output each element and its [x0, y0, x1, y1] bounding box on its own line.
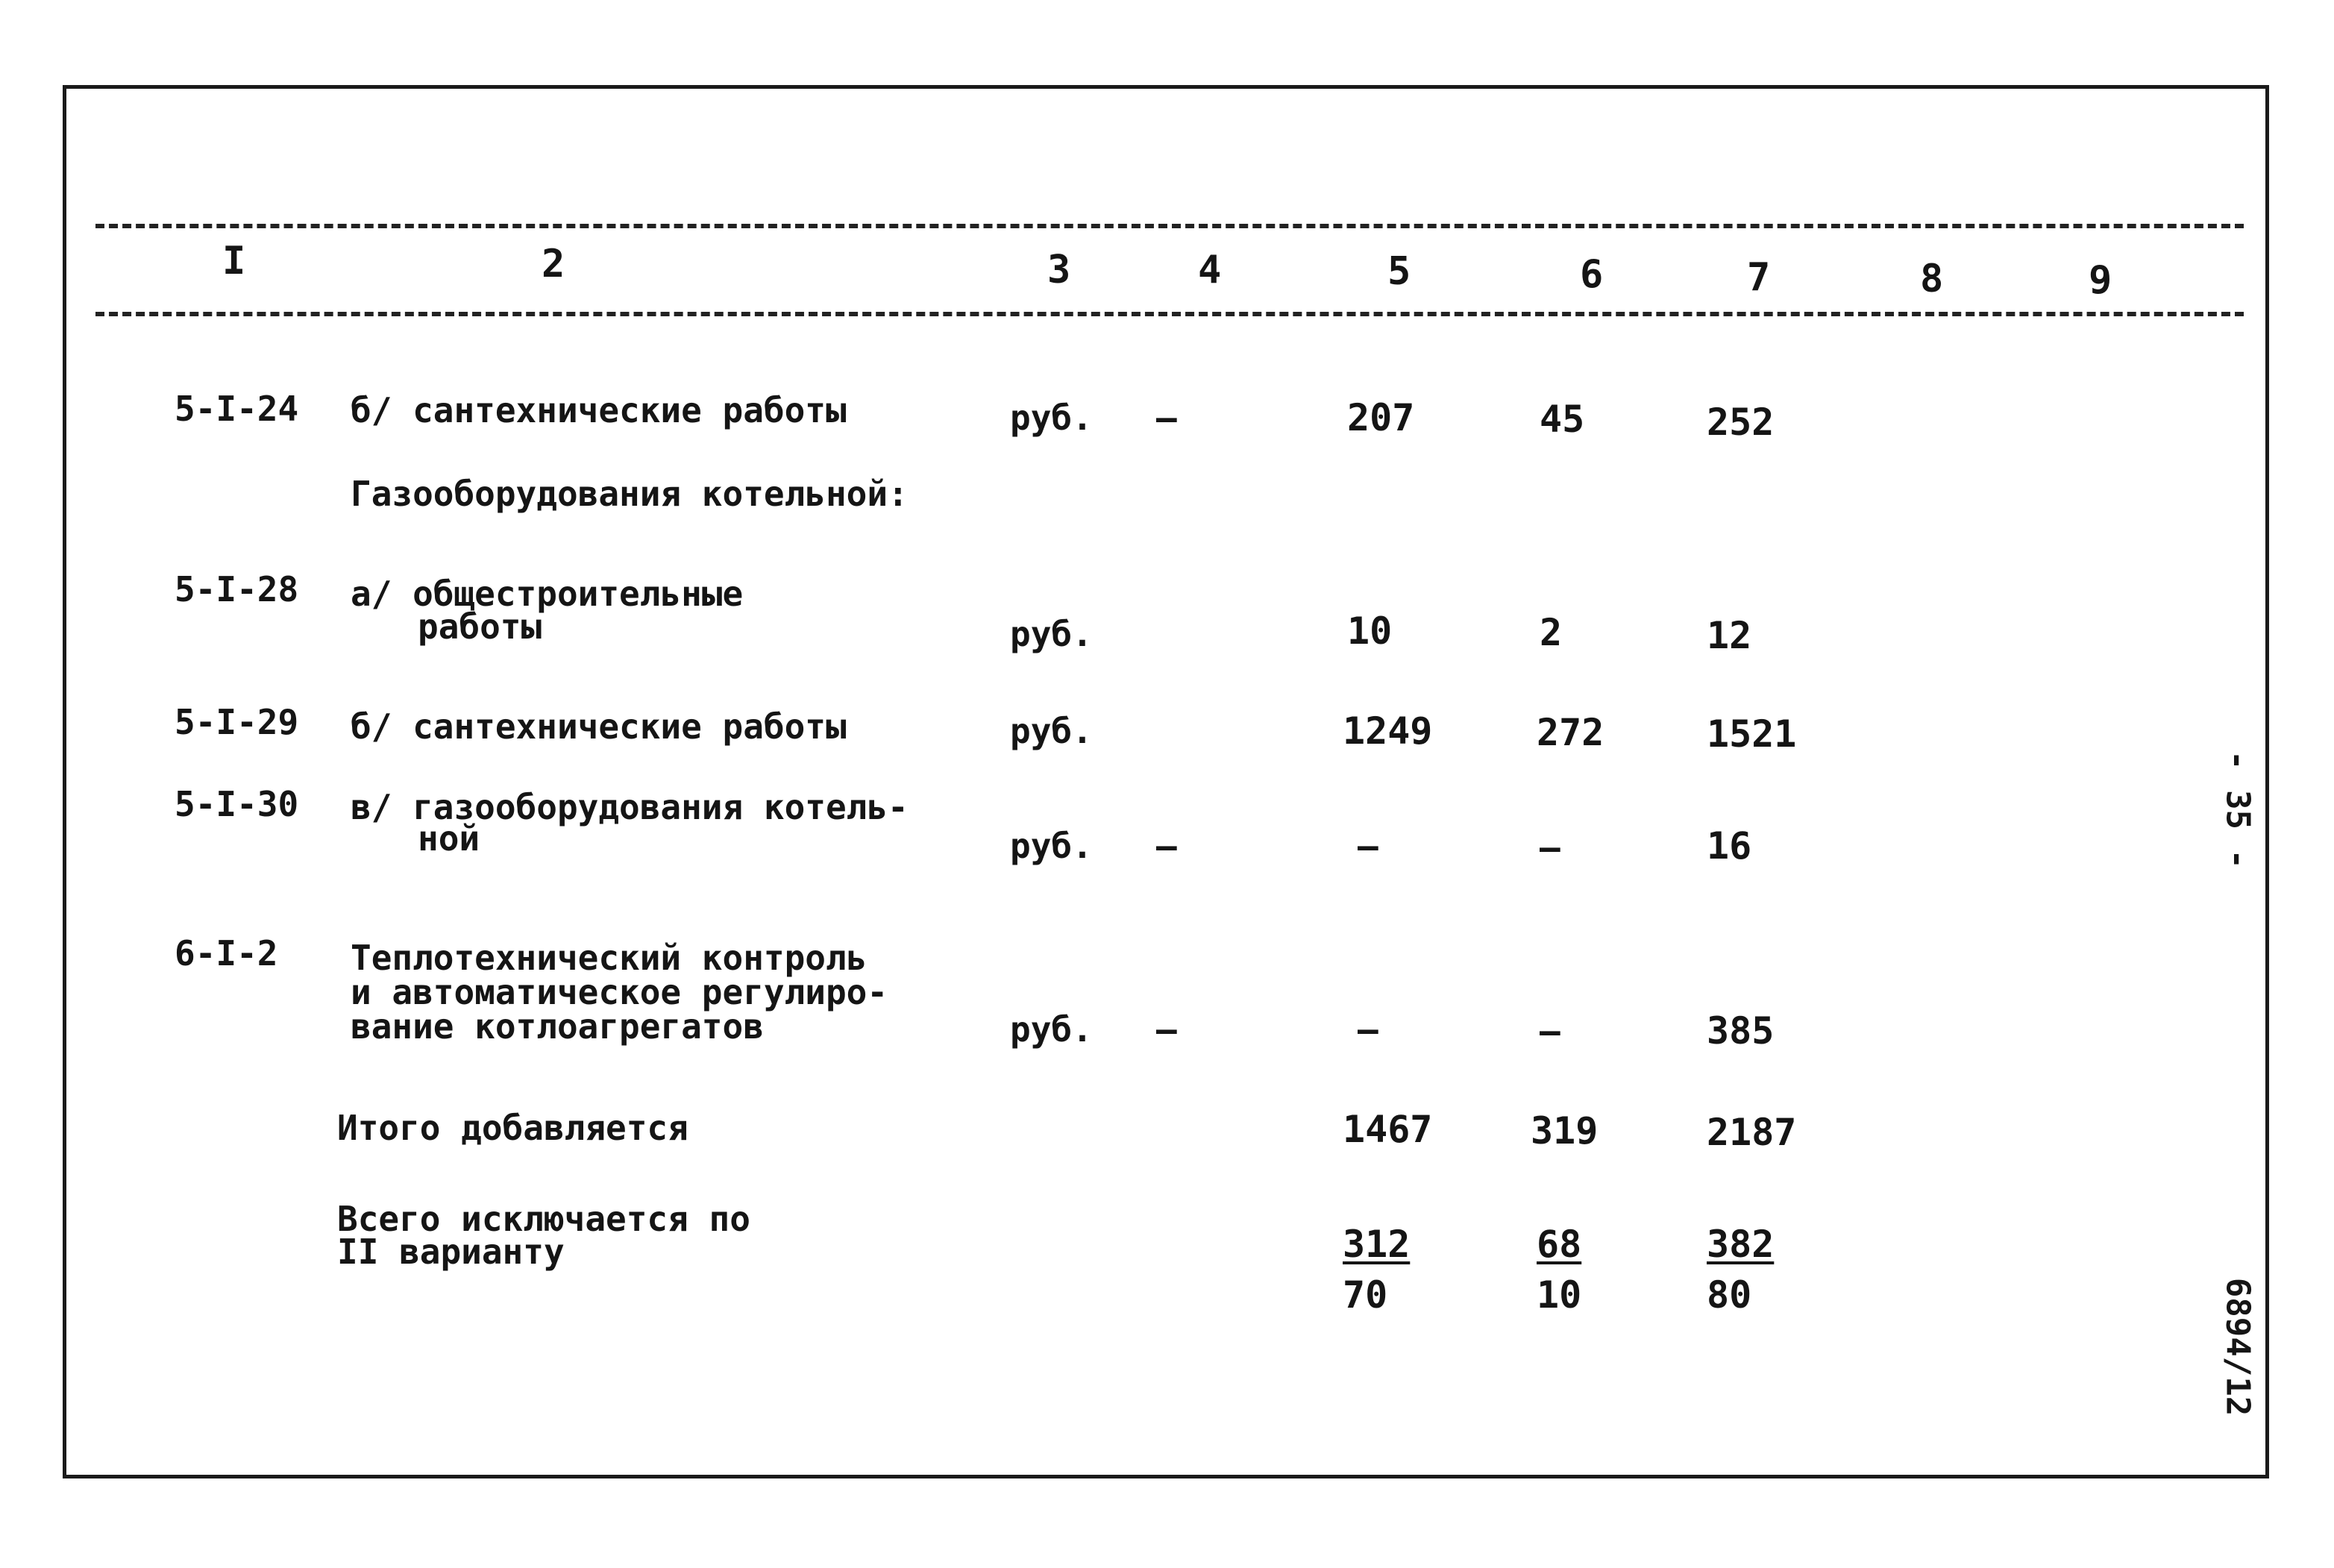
- row-col4: –: [1156, 398, 1177, 438]
- row-description: б/ сантехнические работы: [351, 390, 847, 430]
- row-col5: –: [1358, 1009, 1378, 1050]
- row-description-line1: Теплотехнический контроль: [351, 938, 868, 978]
- col-header-9: 9: [2089, 258, 2112, 303]
- row-col6: 45: [1540, 398, 1585, 441]
- row-description-line2: и автоматическое регулиро-: [351, 972, 888, 1012]
- row-col6: –: [1540, 1011, 1560, 1051]
- row-col6: –: [1540, 827, 1560, 868]
- document-code: 6894/12: [2218, 1277, 2257, 1417]
- total-added-col7: 2187: [1707, 1111, 1797, 1154]
- total-excluded-col6-numerator: 68: [1537, 1223, 1582, 1266]
- row-col6: 272: [1537, 711, 1604, 754]
- total-added-col5: 1467: [1343, 1108, 1433, 1151]
- row-col4: –: [1156, 826, 1177, 866]
- row-description-line3: вание котлоагрегатов: [351, 1006, 764, 1047]
- row-col5: 1249: [1343, 709, 1433, 753]
- row-col7: 252: [1707, 401, 1775, 444]
- total-added-col6: 319: [1531, 1109, 1599, 1153]
- header-top-rule: [95, 224, 2244, 228]
- total-excluded-col5-denominator: 70: [1343, 1273, 1388, 1317]
- total-excluded-label-line2: II варианту: [337, 1232, 565, 1272]
- section-heading: Газооборудования котельной:: [351, 474, 909, 514]
- total-excluded-col6-denominator: 10: [1537, 1273, 1582, 1317]
- total-excluded-label-line1: Всего исключается по: [337, 1199, 750, 1239]
- col-header-3: 3: [1047, 248, 1071, 292]
- col-header-2: 2: [542, 242, 565, 286]
- row-code: 5-I-24: [175, 389, 299, 429]
- row-description-line1: а/ общестроительные: [351, 574, 744, 614]
- col-header-6: 6: [1580, 252, 1604, 297]
- col-header-4: 4: [1198, 248, 1222, 292]
- row-description-line2: работы: [418, 606, 542, 647]
- total-excluded-col5-numerator: 312: [1343, 1223, 1411, 1266]
- row-unit: руб.: [1010, 614, 1093, 654]
- row-description-line1: в/ газооборудования котель-: [351, 787, 909, 827]
- row-col5: 10: [1347, 609, 1393, 653]
- row-code: 5-I-30: [175, 784, 299, 824]
- col-header-1: I: [222, 239, 246, 283]
- row-col7: 1521: [1707, 712, 1797, 756]
- row-col5: 207: [1347, 396, 1415, 439]
- row-description: б/ сантехнические работы: [351, 706, 847, 747]
- row-code: 6-I-2: [175, 933, 278, 973]
- row-col5: –: [1358, 826, 1378, 866]
- total-added-label: Итого добавляется: [337, 1108, 688, 1148]
- row-unit: руб.: [1010, 398, 1093, 438]
- row-unit: руб.: [1010, 826, 1093, 866]
- page-number: - 35 -: [2218, 750, 2257, 869]
- row-col7: 385: [1707, 1009, 1775, 1053]
- total-excluded-col7-denominator: 80: [1707, 1273, 1752, 1317]
- row-unit: руб.: [1010, 711, 1093, 751]
- row-col7: 12: [1707, 614, 1752, 657]
- row-description-line2: ной: [418, 818, 480, 859]
- header-bottom-rule: [95, 312, 2244, 316]
- row-unit: руб.: [1010, 1009, 1093, 1050]
- total-excluded-col7-numerator: 382: [1707, 1223, 1775, 1266]
- col-header-8: 8: [1920, 257, 1944, 301]
- row-col6: 2: [1540, 611, 1563, 654]
- row-col4: –: [1156, 1009, 1177, 1050]
- row-code: 5-I-29: [175, 702, 299, 742]
- row-col7: 16: [1707, 824, 1752, 868]
- row-code: 5-I-28: [175, 569, 299, 609]
- col-header-7: 7: [1747, 255, 1771, 300]
- col-header-5: 5: [1387, 249, 1411, 294]
